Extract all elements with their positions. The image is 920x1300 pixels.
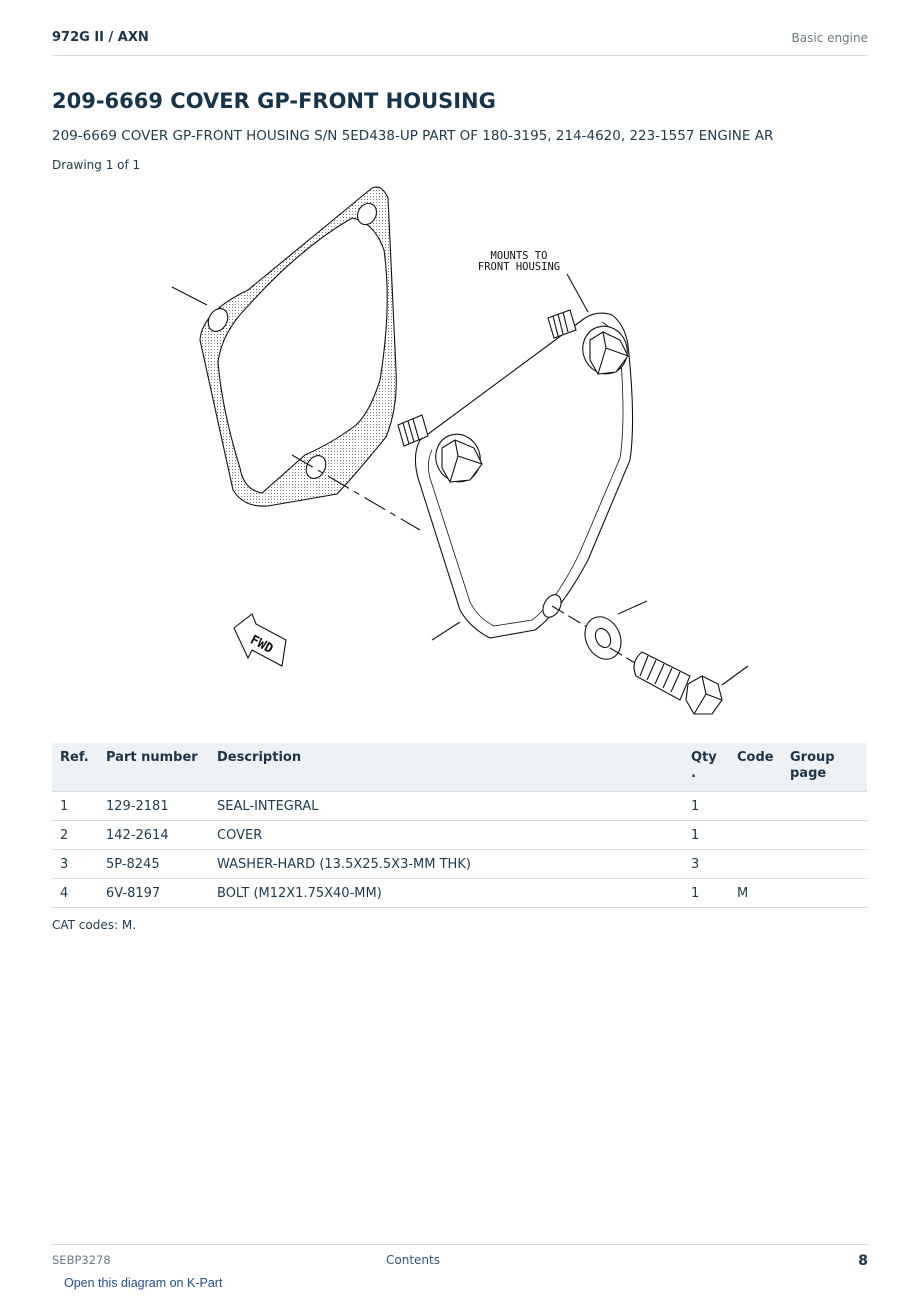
cell-code	[729, 850, 782, 879]
section-name: Basic engine	[791, 31, 868, 45]
col-qty-header	[683, 743, 729, 792]
cell-code: M	[729, 879, 782, 908]
cell-ref: 1	[52, 792, 98, 821]
callout-label-line1: MOUNTS TO	[490, 250, 548, 262]
machine-model: 972G II / AXN	[52, 30, 149, 45]
col-ref-header: Ref.	[52, 743, 98, 792]
page-header	[52, 28, 868, 56]
cell-part-number: 5P-8245	[98, 850, 209, 879]
page-footer	[52, 1244, 868, 1275]
cell-description: COVER	[209, 821, 683, 850]
cell-group-page	[782, 821, 867, 850]
qty-header-line2: .	[691, 766, 696, 781]
col-code-header: Code	[729, 743, 782, 792]
callout-label-line2: FRONT HOUSING	[477, 261, 561, 273]
table-header-row	[52, 743, 867, 792]
cell-part-number: 129-2181	[98, 792, 209, 821]
table-row	[52, 850, 867, 879]
table-row	[52, 792, 867, 821]
cell-code	[729, 821, 782, 850]
cell-part-number: 142-2614	[98, 821, 209, 850]
cell-group-page	[782, 792, 867, 821]
document-id: SEBP3278	[52, 1253, 111, 1267]
cell-description: BOLT (M12X1.75X40-MM)	[209, 879, 683, 908]
page-number: 8	[858, 1253, 868, 1269]
seal-gasket-drawing	[172, 187, 396, 506]
washer-drawing	[552, 601, 647, 666]
parts-diagram	[150, 180, 770, 725]
fwd-label: FWD	[247, 632, 276, 657]
cell-ref: 3	[52, 850, 98, 879]
page-title: 209-6669 COVER GP-FRONT HOUSING	[52, 89, 496, 113]
cell-part-number: 6V-8197	[98, 879, 209, 908]
parts-table	[52, 743, 867, 908]
cell-qty: 1	[683, 879, 729, 908]
col-group-page-header	[782, 743, 867, 792]
bolt-drawing	[634, 652, 748, 714]
col-description-header: Description	[209, 743, 683, 792]
cell-qty: 1	[683, 792, 729, 821]
cell-group-page	[782, 879, 867, 908]
cell-code	[729, 792, 782, 821]
page-subtitle: 209-6669 COVER GP-FRONT HOUSING S/N 5ED438-UP PART OF 180-3195, 214-4620, 223-1557 ENGINE AR	[52, 128, 774, 144]
group-header-line2: page	[790, 766, 827, 781]
group-header-line1: Group	[790, 750, 835, 765]
table-row	[52, 879, 867, 908]
cell-ref: 4	[52, 879, 98, 908]
cell-qty: 1	[683, 821, 729, 850]
col-part-number-header: Part number	[98, 743, 209, 792]
kpart-diagram-link[interactable]: Open this diagram on K-Part	[64, 1276, 223, 1290]
qty-header-line1: Qty	[691, 750, 717, 765]
contents-link[interactable]: Contents	[386, 1253, 440, 1267]
cell-group-page	[782, 850, 867, 879]
drawing-label: Drawing 1 of 1	[52, 158, 141, 172]
table-row	[52, 821, 867, 850]
cell-ref: 2	[52, 821, 98, 850]
cat-codes-note: CAT codes: M.	[52, 918, 137, 932]
cell-description: SEAL-INTEGRAL	[209, 792, 683, 821]
cell-description: WASHER-HARD (13.5X25.5X3-MM THK)	[209, 850, 683, 879]
cell-qty: 3	[683, 850, 729, 879]
